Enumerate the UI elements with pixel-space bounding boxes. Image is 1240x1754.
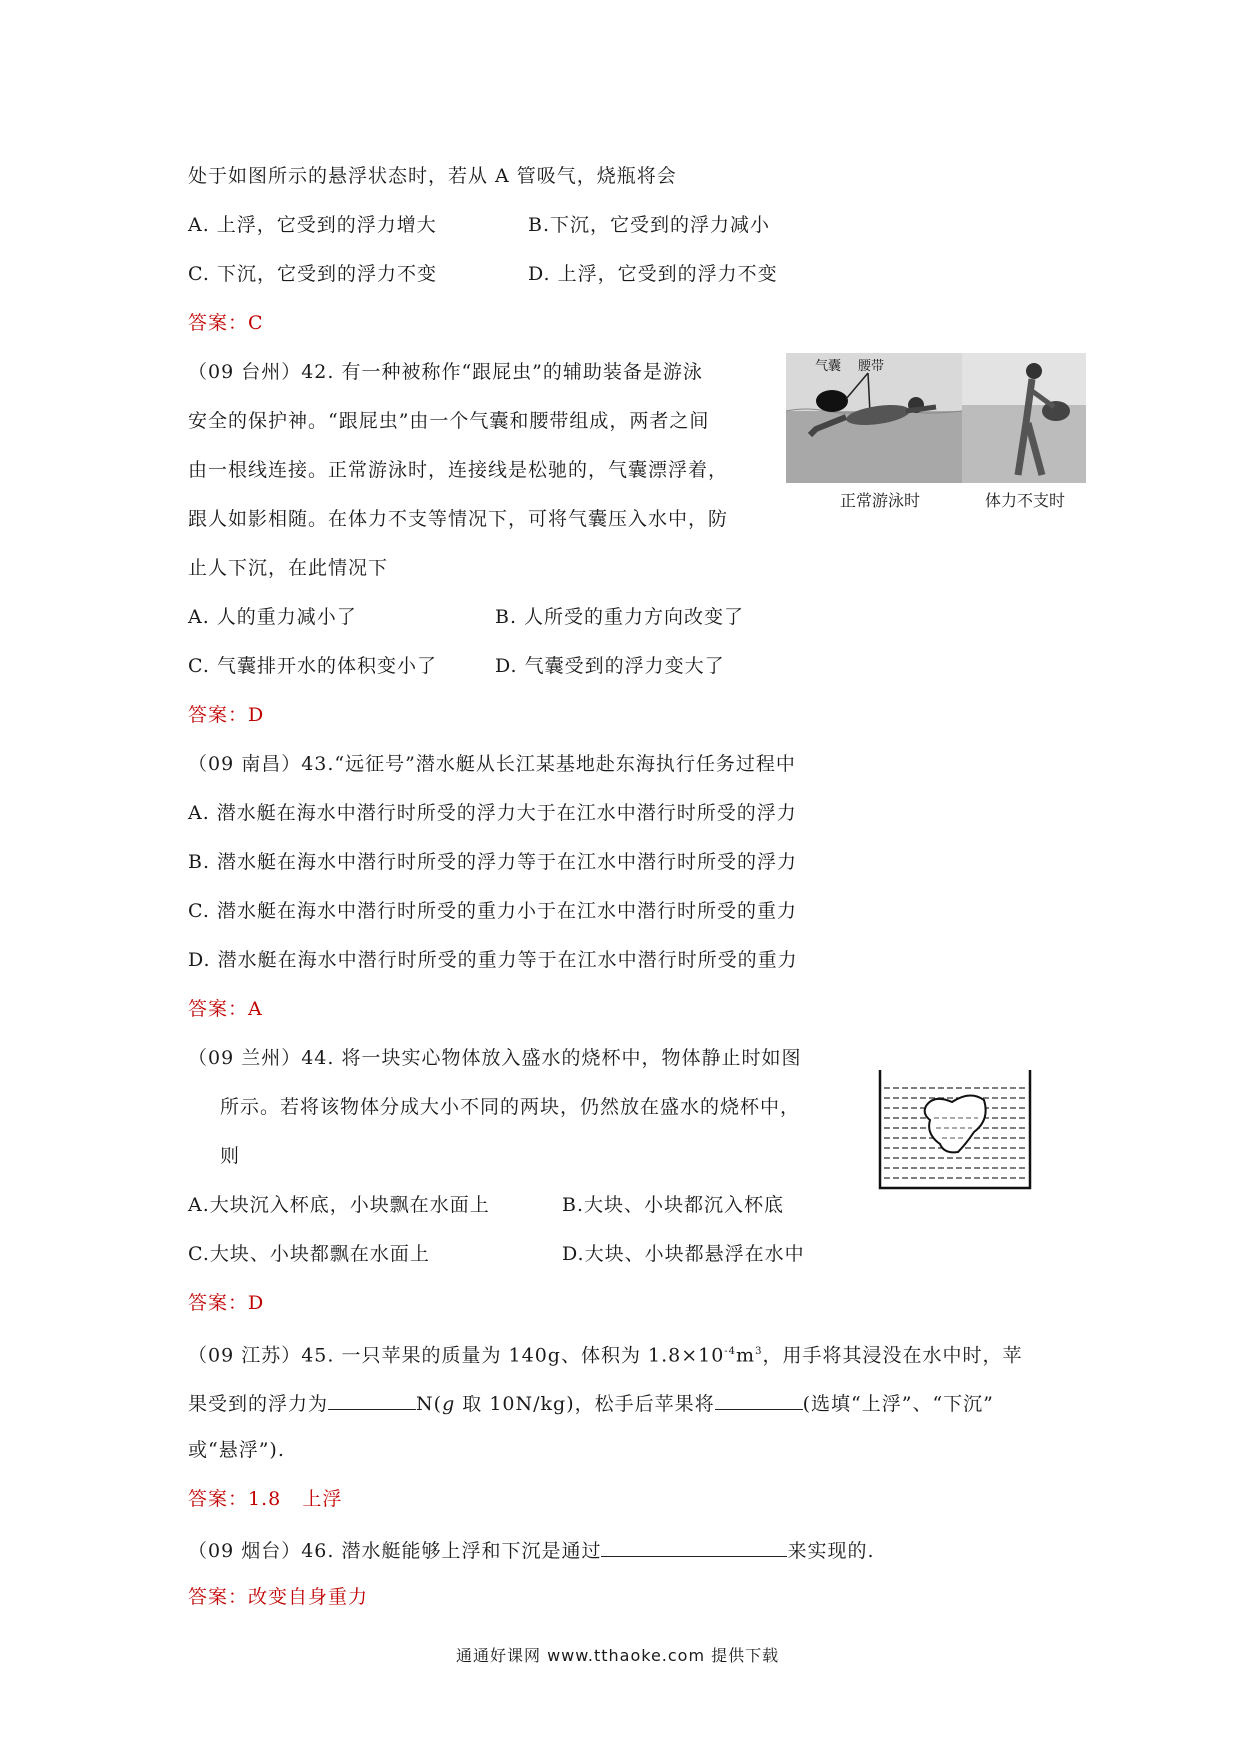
- q44-option-c: C.大块、小块都飘在水面上: [188, 1243, 430, 1265]
- q41-option-a: A. 上浮，它受到的浮力增大: [188, 214, 437, 236]
- q43-stem: （09 南昌）43.“远征号”潜水艇从长江某基地赴东海执行任务过程中: [188, 753, 796, 775]
- q45-line2-text-a: 果受到的浮力为: [188, 1393, 329, 1415]
- q42-caption-right: 体力不支时: [985, 491, 1066, 510]
- q44-line-3: 则: [220, 1145, 241, 1167]
- q45-blank-2[interactable]: [715, 1389, 803, 1410]
- q43-answer: 答案：A: [188, 998, 263, 1020]
- q45-exponent: -4: [724, 1346, 737, 1357]
- q46-stem: [188, 1536, 875, 1563]
- q44-answer: 答案：D: [188, 1292, 265, 1314]
- q42-answer: 答案：D: [188, 704, 265, 726]
- q45-line2-text-c: 取 10N/kg)，松手后苹果将: [455, 1393, 715, 1415]
- q42-option-d: D. 气囊受到的浮力变大了: [495, 655, 725, 677]
- q45-line1-text-a: （09 江苏）45. 一只苹果的质量为 140g、体积为 1.8×10: [188, 1344, 725, 1367]
- q45-line-3: 或“悬浮”).: [188, 1439, 285, 1461]
- q45-symbol-g: g: [442, 1393, 456, 1415]
- q42-line-5: 止人下沉，在此情况下: [188, 557, 389, 579]
- q45-exponent-2: 3: [755, 1346, 763, 1357]
- q46-stem-text-a: （09 烟台）46. 潜水艇能够上浮和下沉是通过: [188, 1540, 602, 1562]
- q42-label-belt: 腰带: [858, 359, 885, 374]
- q44-option-d: D.大块、小块都悬浮在水中: [562, 1243, 805, 1265]
- q45-line-2: [188, 1389, 994, 1416]
- q42-option-c: C. 气囊排开水的体积变小了: [188, 655, 437, 677]
- q41-stem: 处于如图所示的悬浮状态时，若从 A 管吸气，烧瓶将会: [188, 165, 677, 187]
- q42-line-1: （09 台州）42. 有一种被称作“跟屁虫”的辅助装备是游泳: [188, 361, 703, 383]
- q42-label-airbag: 气囊: [815, 359, 842, 374]
- q46-answer: 答案：改变自身重力: [188, 1586, 369, 1608]
- q43-option-d: D. 潜水艇在海水中潜行时所受的重力等于在江水中潜行时所受的重力: [188, 949, 798, 971]
- q44-beaker-figure: [874, 1068, 1036, 1194]
- q41-option-c: C. 下沉，它受到的浮力不变: [188, 263, 437, 285]
- q41-answer: 答案：C: [188, 312, 264, 334]
- q46-blank[interactable]: [601, 1536, 787, 1557]
- q41-option-b: B.下沉，它受到的浮力减小: [528, 214, 771, 236]
- q45-line2-text-b: N(: [416, 1393, 443, 1415]
- q44-line-2: 所示。若将该物体分成大小不同的两块，仍然放在盛水的烧杯中，: [220, 1096, 801, 1118]
- q45-line-1: [188, 1340, 1022, 1367]
- q45-line2-text-d: (选填“上浮”、“下沉”: [802, 1393, 994, 1415]
- q43-option-b: B. 潜水艇在海水中潜行时所受的浮力等于在江水中潜行时所受的浮力: [188, 851, 798, 873]
- q42-line-2: 安全的保护神。“跟屁虫”由一个气囊和腰带组成，两者之间: [188, 410, 710, 432]
- q42-line-3: 由一根线连接。正常游泳时，连接线是松驰的，气囊漂浮着，: [188, 459, 729, 481]
- q45-blank-1[interactable]: [328, 1389, 416, 1410]
- q43-option-a: A. 潜水艇在海水中潜行时所受的浮力大于在江水中潜行时所受的浮力: [188, 802, 797, 824]
- q42-line-4: 跟人如影相随。在体力不支等情况下，可将气囊压入水中，防: [188, 508, 729, 530]
- q46-stem-text-b: 来实现的.: [787, 1540, 875, 1562]
- q45-answer: 答案：1.8 上浮: [188, 1488, 343, 1510]
- q44-line-1: （09 兰州）44. 将一块实心物体放入盛水的烧杯中，物体静止时如图: [188, 1047, 802, 1069]
- q43-option-c: C. 潜水艇在海水中潜行时所受的重力小于在江水中潜行时所受的重力: [188, 900, 797, 922]
- q42-caption-left: 正常游泳时: [840, 491, 921, 510]
- q45-line1-text-c: ，用手将其浸没在水中时，苹: [762, 1344, 1023, 1367]
- q41-option-d: D. 上浮，它受到的浮力不变: [528, 263, 778, 285]
- q42-option-b: B. 人所受的重力方向改变了: [495, 606, 745, 628]
- q44-option-b: B.大块、小块都沉入杯底: [562, 1194, 785, 1216]
- q44-option-a: A.大块沉入杯底，小块飘在水面上: [188, 1194, 490, 1216]
- q42-option-a: A. 人的重力减小了: [188, 606, 357, 628]
- page-footer: 通通好课网 www.tthaoke.com 提供下载: [456, 1646, 780, 1665]
- q45-unit-m: m: [736, 1344, 756, 1367]
